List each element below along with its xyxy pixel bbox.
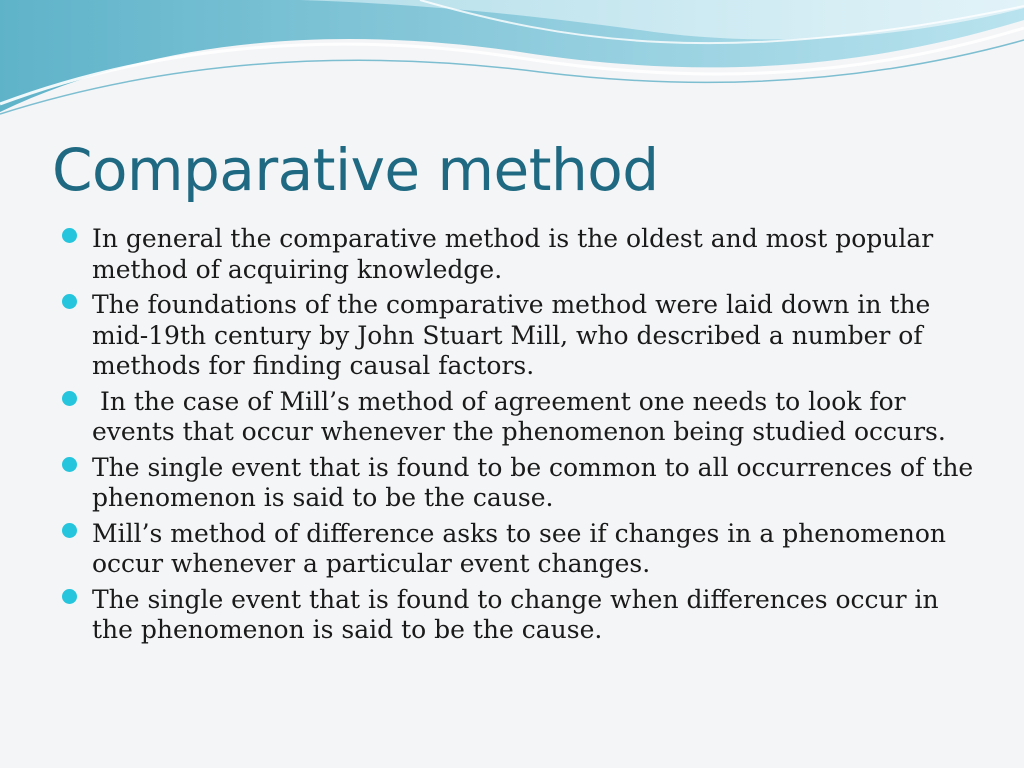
bullet-dot-icon: [62, 457, 77, 472]
bullet-dot-icon: [62, 523, 77, 538]
bullet-text: In the case of Mill’s method of agreement one needs to look for events that occur whenever the phenomenon being studied occurs.: [92, 386, 946, 446]
bullet-list: [60, 224, 980, 651]
bullet-dot-icon: [62, 391, 77, 406]
bullet-text: The foundations of the comparative method were laid down in the mid-19th century by John Stuart Mill, who described a number of methods for finding causal factors.: [92, 290, 931, 380]
bullet-dot-icon: [62, 294, 77, 309]
list-item: [60, 290, 980, 382]
bullet-text: In general the comparative method is the oldest and most popular method of acquiring knowledge.: [92, 224, 934, 284]
list-item: [60, 387, 980, 448]
bullet-text: Mill’s method of difference asks to see if changes in a phenomenon occur whenever a particular event changes.: [92, 518, 947, 578]
list-item: [60, 453, 980, 514]
bullet-text: The single event that is found to be common to all occurrences of the phenomenon is said to be the cause.: [92, 452, 974, 512]
bullet-text: The single event that is found to change when differences occur in the phenomenon is said to be the cause.: [92, 584, 939, 644]
list-item: [60, 519, 980, 580]
slide-title: Comparative method: [52, 136, 659, 204]
header-wave-decoration: [0, 0, 1024, 140]
bullet-dot-icon: [62, 228, 77, 243]
list-item: [60, 585, 980, 646]
bullet-dot-icon: [62, 589, 77, 604]
list-item: [60, 224, 980, 285]
